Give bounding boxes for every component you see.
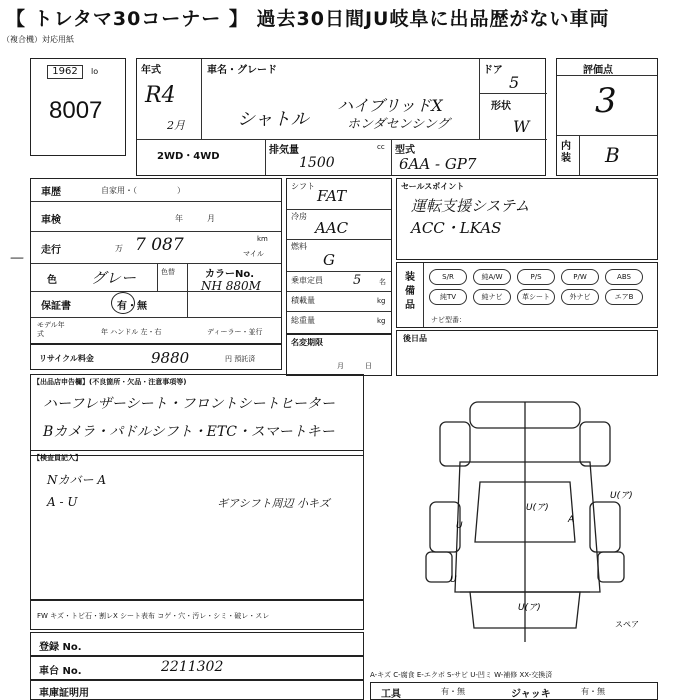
recycle-value: 9880 [151, 349, 190, 367]
diagram-mark-center: U(ア) [526, 503, 549, 513]
cert-row [30, 680, 364, 700]
lot-box [30, 58, 126, 156]
remarks-line1: ハーフレザーシート・フロントシートヒーター [43, 396, 335, 412]
inspector-box [30, 450, 364, 600]
fuel-value: G [323, 251, 335, 269]
score-box [556, 58, 658, 176]
vehicle-info-box [136, 58, 546, 176]
legend-label: A-キズ C-腐食 E-エクボ S-サビ U-凹ミ W-補修 XX-交換済 [370, 671, 553, 679]
recycle-label: リサイクル料金 [39, 354, 94, 363]
fuel-label: 燃料 [291, 242, 307, 251]
shape-label: 形状 [491, 101, 511, 112]
type-value: 6AA - GP7 [399, 155, 477, 173]
banner-text: 【 トレタマ30コーナー 】 過去30日間JU岐阜に出品歴がない車両 [6, 8, 610, 30]
equipment-box [396, 262, 658, 328]
color-value: グレー [91, 269, 137, 287]
mileage-value: 7 087 [135, 235, 184, 255]
cert-label: 車庫証明用 [39, 688, 89, 699]
jack-opts: 有・無 [581, 687, 605, 696]
equip-item: 純ナビ [473, 289, 511, 305]
equip-item: S/R [429, 269, 467, 285]
load-label: 積載量 [291, 296, 315, 305]
lot-badge: 1962 [47, 65, 83, 79]
colorno-value: NH 880M [201, 279, 261, 293]
namechange-label: 名変期限 [291, 338, 323, 347]
tools-row [370, 682, 658, 700]
equip-item: 純TV [429, 289, 467, 305]
colorno-label: カラーNo. [205, 269, 255, 280]
year-value: R4 [145, 83, 176, 108]
warranty-opts: 有・無 [117, 301, 147, 312]
inspection-label: 車検 [41, 215, 61, 226]
sales-label: セールスポイント [401, 182, 465, 191]
drive-label: 2WD・4WD [157, 151, 220, 162]
gross-unit: kg [377, 317, 386, 325]
interior-value: B [605, 143, 620, 167]
header-banner [0, 0, 700, 34]
form-note: （複合機）対応用紙 [2, 35, 74, 44]
ac-value: AAC [315, 219, 349, 237]
month-value: 2月 [167, 119, 185, 132]
name-label: 車名・グレード [207, 65, 277, 76]
rear-item-box [396, 330, 658, 376]
remarks-label: 【出品店申告欄】(不良箇所・欠品・注意事項等) [33, 378, 187, 386]
diagram-mark-lrear: U [450, 575, 457, 585]
rear-label: 後日品 [403, 334, 427, 343]
vin-row [30, 656, 364, 680]
equip-item: 革シート [517, 289, 555, 305]
inspection-units: 年 月 [175, 214, 215, 223]
shift-label: シフト [291, 182, 315, 191]
spare-label: スペア [615, 620, 639, 629]
diagram-mark-rear: U(ア) [518, 603, 541, 613]
namechange-box [286, 334, 392, 376]
warranty-label: 保証書 [41, 301, 71, 312]
load-unit: kg [377, 297, 386, 305]
remarks-line2: Bカメラ・パドルシフト・ETC・スマートキー [43, 424, 335, 440]
vin-label: 車台 No. [39, 666, 82, 677]
handle-label: 年 ハンドル 左・右 [101, 328, 162, 336]
mileage-km: km [257, 235, 268, 243]
door-value: 5 [509, 73, 520, 92]
cc-label: cc [377, 143, 385, 151]
navi-label: ナビ型番： [431, 316, 466, 324]
diagram-mark-right: A [568, 515, 575, 525]
seat-row [30, 600, 364, 630]
history-label: 車歴 [41, 187, 61, 198]
tools-opts: 有・無 [441, 687, 465, 696]
recycle-box [30, 344, 282, 370]
registration-row [30, 632, 364, 656]
lot-number: 8007 [49, 97, 103, 124]
dealer-label: ディーラー・並行 [207, 328, 263, 336]
history-opts: 自家用・（ ） [101, 186, 185, 195]
warranty-circle [111, 292, 135, 314]
spec-box [286, 178, 392, 334]
capacity-label: 乗車定員 [291, 276, 323, 285]
reg-label: 登録 No. [39, 642, 82, 653]
inspector-line2: A - U [47, 495, 78, 509]
equip-item: エアB [605, 289, 643, 305]
grade2: ホンダセンシング [347, 117, 450, 132]
door-label: ドア [483, 65, 503, 76]
vin-value: 2211302 [161, 659, 224, 675]
type-label: 型式 [395, 145, 415, 156]
mileage-unit: 万 [115, 244, 123, 253]
capacity-value: 5 [353, 273, 362, 288]
capacity-unit: 名 [379, 278, 386, 286]
equip-item: P/S [517, 269, 555, 285]
interior-label: 内装 [561, 141, 571, 164]
model-label: モデル年式 [37, 321, 65, 338]
car-name: シャトル [237, 109, 309, 130]
lot-suffix: lo [91, 67, 99, 76]
color-change-label: 色替 [161, 268, 175, 276]
equip-item: 純A/W [473, 269, 511, 285]
bottom-row-label: FW キズ・トビ石・割レX シート表布 コゲ・穴・汚レ・シミ・破レ・スレ [37, 612, 270, 620]
equip-item: P/W [561, 269, 599, 285]
history-box [30, 178, 282, 344]
recycle-unit: 円 預託済 [225, 355, 256, 363]
ac-label: 冷房 [291, 212, 307, 221]
year-label: 年式 [141, 65, 161, 76]
sales-box [396, 178, 658, 260]
namechange-units: 月 日 [337, 362, 372, 370]
inspector-label: 【検査員記入】 [33, 454, 82, 462]
disp-value: 1500 [299, 155, 335, 171]
shape-value: W [513, 117, 530, 136]
inspector-line1: Nカバー A [47, 473, 106, 487]
grade: ハイブリッドX [337, 96, 443, 115]
remarks-box [30, 374, 364, 456]
equip-item: 外ナビ [561, 289, 599, 305]
diagram-mark-left: U [456, 521, 463, 531]
score-value: 3 [595, 81, 617, 121]
equip-label: 装備品 [405, 272, 415, 311]
jack-label: ジャッキ [511, 689, 551, 700]
mileage-label: 走行 [41, 245, 61, 256]
color-label: 色 [47, 275, 57, 286]
sales-line2: ACC・LKAS [411, 219, 502, 237]
shift-value: FAT [317, 187, 347, 205]
diagram-mark-rdoor: U(ア) [610, 491, 633, 501]
sales-line1: 運転支援システム [411, 197, 530, 215]
mileage-mile: マイル [243, 250, 264, 258]
gross-label: 総重量 [291, 316, 315, 325]
disp-label: 排気量 [269, 145, 299, 156]
tools-label: 工具 [381, 689, 401, 700]
inspector-line3: ギアシフト周辺 小キズ [217, 497, 330, 510]
equip-item: ABS [605, 269, 643, 285]
margin-mark-left: — [10, 250, 24, 266]
score-label: 評価点 [583, 65, 613, 76]
car-diagram [400, 392, 660, 652]
